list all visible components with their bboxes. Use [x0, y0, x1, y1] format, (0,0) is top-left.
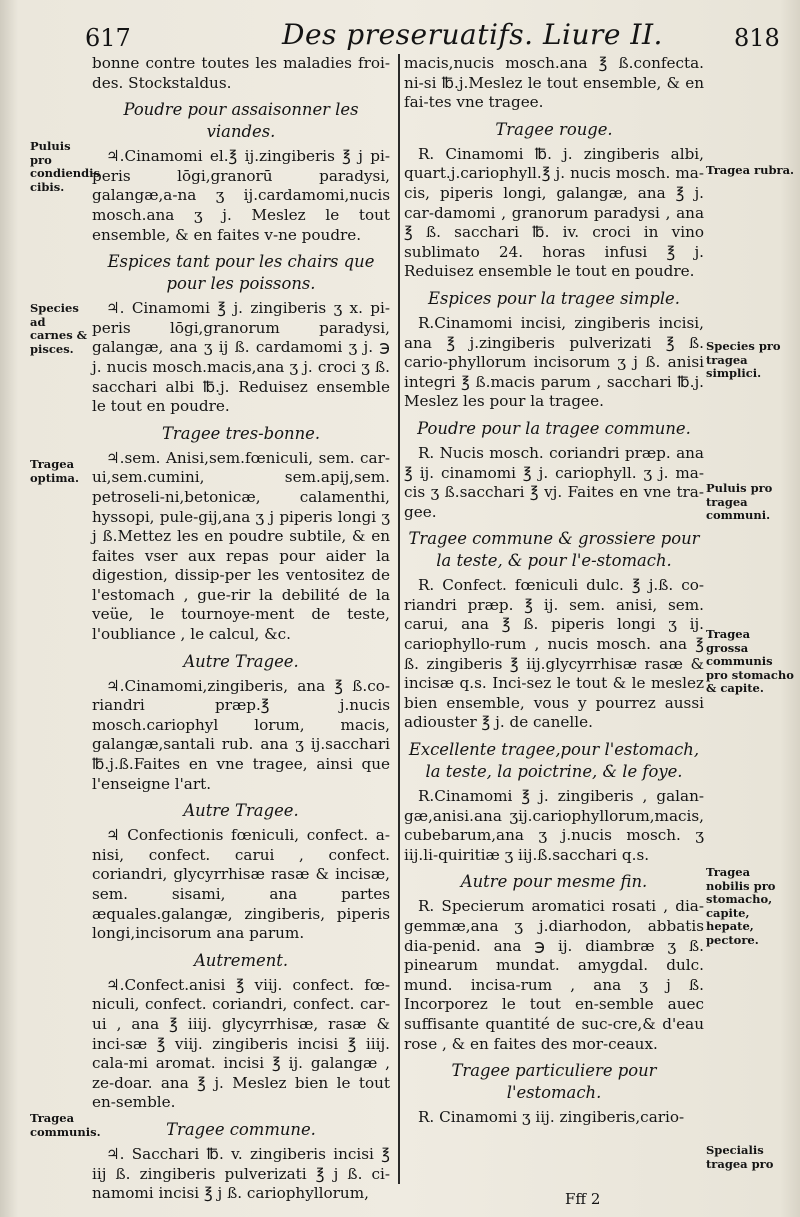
recipe-paragraph: R. Cinamomi ℔. j. zingiberis albi, quart.j.cariophyll.℥ j. nucis mosch. ma-cis, piperis longi, galangæ, ana ℥ j. car-damomi , granorum paradysi , ana ℥ ß. sacchari ℔. iv. croci in vino sublimato 24. horas infusi ℥ j. Reduisez ensemble le tout en poudre.	[404, 144, 704, 281]
section-heading: Espices pour la tragee simple.	[428, 288, 680, 308]
marginal-note-left: Species ad carnes & pisces.	[30, 301, 88, 356]
recipe-paragraph: ♃.Cinamomi el.℥ ij.zingiberis ℥ j pi-peris lōgi,granorū paradysi, galangæ,a-na ʒ ij.cardamomi,nucis mosch.ana ʒ j. Meslez le tout ensemble, & en faites v-ne poudre.	[92, 147, 390, 244]
section-heading: Poudre pour assaisonner les viandes.	[123, 100, 359, 142]
recipe-paragraph: ♃ Confectionis fœniculi, confect. a-nisi, confect. carui , confect. coriandri, glycyrrhisæ rasæ & incisæ, sem. sisami, ana partes æquales.galangæ, zingiberis, piperis longi,incisorum ana parum.	[92, 826, 390, 943]
paragraph: bonne contre toutes les maladies froi-des. Stockstaldus.	[92, 54, 390, 92]
recipe-paragraph: R. Specierum aromatici rosati , dia-gemmæ,ana ʒ j.diarhodon, abbatis dia-penid. ana ℈ ij. diambræ ʒ ß. pinearum mundat. amygdal. dulc. mund. incisa-rum , ana ʒ j ß. Incorporez le tout en-semble auec suffisante quantité de suc-cre,& d'eau rose , & en faites des mor-ceaux.	[404, 897, 704, 1053]
column-divider	[398, 54, 400, 1184]
section-heading: Tragee particuliere pour l'estomach.	[451, 1061, 657, 1103]
recipe-paragraph: ♃. Sacchari ℔. v. zingiberis incisi ℥ iij ß. zingiberis pulverizati ℥ j ß. ci-namomi incisi ℥ j ß. cariophyllorum,	[92, 1144, 390, 1203]
left-column	[92, 54, 390, 1208]
marginal-note-right: Puluis pro tragea communi.	[706, 481, 773, 522]
section-heading: Autre Tragee.	[183, 651, 299, 671]
section-heading: Autre Tragee.	[183, 801, 299, 821]
marginal-note-left: Puluis pro condiendis cibis.	[30, 139, 101, 194]
page-header	[0, 10, 800, 52]
recipe-paragraph: R.Cinamomi ℥ j. zingiberis , galan-gæ,anisi.ana ʒij.cariophyllorum,macis, cubebarum,ana ʒ j.nucis mosch. ʒ iij.li-quiritiæ ʒ iij.ß.sacchari q.s.	[404, 787, 704, 864]
section-heading: Tragee rouge.	[495, 119, 613, 139]
section-heading: Espices tant pour les chairs que pour les poissons.	[107, 252, 375, 294]
marginal-note-left: Tragea communis.	[30, 1111, 101, 1139]
section-heading: Autre pour mesme fin.	[460, 872, 648, 892]
recipe-paragraph: ♃.sem. Anisi,sem.fœniculi, sem. car-ui,sem.cumini, sem.apij,sem. petroseli-ni,betonicæ, calamenthi, hyssopi, pule-gij,ana ʒ j piperis longi ʒ j ß.Mettez les en poudre subtile, & en faites vser aux repas pour aider la digestion, dissip-per les ventositez de l'estomach , gue-rir la debilité de la veüe, le tournoye-ment de teste, l'oubliance , le calcul, &c.	[92, 448, 390, 644]
section-heading: Excellente tragee,pour l'estomach, la teste, la poictrine, & le foye.	[408, 740, 700, 782]
marginal-note-right: Tragea rubra.	[706, 163, 795, 177]
recipe-paragraph: R. Nucis mosch. coriandri præp. ana ℥ ij. cinamomi ℥ j. cariophyll. ʒ j. ma-cis ʒ ß.sacchari ℥ vj. Faites en vne tra-gee.	[404, 443, 704, 521]
recipe-paragraph: ♃.Confect.anisi ℥ viij. confect. fœ-niculi, confect. coriandri, confect. car-ui , ana ℥ iiij. glycyrrhisæ, rasæ & inci-sæ ℥ viij. zingiberis incisi ℥ iiij. cala-mi aromat. incisi ℥ ij. galangæ , ze-doar. ana ℥ j. Meslez bien le tout en-semble.	[92, 975, 390, 1112]
signature-mark: Fff 2	[565, 1190, 601, 1208]
recipe-paragraph: ♃.Cinamomi,zingiberis, ana ℥ ß.co-riandri præp.℥ j.nucis mosch.cariophyl lorum, macis, galangæ,santali rub. ana ʒ ij.sacchari ℔.j.ß.Faites en vne tragee, ainsi que l'enseigne l'art.	[92, 676, 390, 793]
running-title: Des preseruatifs. Liure II.	[282, 18, 663, 51]
marginal-note-right: Species pro tragea simplici.	[706, 339, 781, 380]
section-heading: Tragee tres-bonne.	[161, 423, 321, 443]
page-number-left: 617	[85, 24, 131, 52]
recipe-paragraph: R. Cinamomi ʒ iij. zingiberis,cario-	[418, 1108, 685, 1127]
section-heading: Autrement.	[193, 950, 289, 970]
right-column	[404, 54, 704, 1132]
page-number-right: 818	[734, 24, 780, 52]
marginal-note-left: Tragea optima.	[30, 457, 80, 485]
recipe-paragraph: R.Cinamomi incisi, zingiberis incisi, ana ℥ j.zingiberis pulverizati ℥ ß. cario-phyllorum incisorum ʒ j ß. anisi integri ℥ ß.macis parum , sacchari ℔.j. Meslez les pour la tragee.	[404, 313, 704, 411]
marginal-note-right: Specialis tragea pro	[706, 1143, 774, 1171]
marginal-note-right: Tragea grossa communis pro stomacho & capite.	[706, 627, 794, 695]
recipe-paragraph: R. Confect. fœniculi dulc. ℥ j.ß. co-riandri præp. ℥ ij. sem. anisi, sem. carui, ana ℥ ß. piperis longi ʒ ij. cariophyllo-rum , nucis mosch. ana ℥ ß. zingiberis ℥ iij.glycyrrhisæ rasæ & incisæ q.s. Inci-sez le tout & le meslez bien ensemble, vous y pourrez aussi adiouster ℥ j. de canelle.	[404, 576, 704, 732]
section-heading: Poudre pour la tragee commune.	[417, 418, 691, 438]
section-heading: Tragee commune & grossiere pour la teste, & pour l'e-stomach.	[408, 529, 700, 571]
recipe-paragraph: ♃. Cinamomi ℥ j. zingiberis ʒ x. pi-peris lōgi,granorum paradysi, galangæ, ana ʒ ij ß. cardamomi ʒ j. ℈ j. nucis mosch.macis,ana ʒ j. croci ʒ ß. sacchari albi ℔.j. Reduisez ensemble le tout en poudre.	[92, 299, 390, 416]
paragraph: macis,nucis mosch.ana ℥ ß.confecta. ni-si ℔.j.Meslez le tout ensemble, & en fai-tes vne tragee.	[404, 54, 704, 112]
section-heading: Tragee commune.	[166, 1119, 316, 1139]
marginal-note-right: Tragea nobilis pro stomacho, capite, hepate, pectore.	[706, 865, 776, 947]
